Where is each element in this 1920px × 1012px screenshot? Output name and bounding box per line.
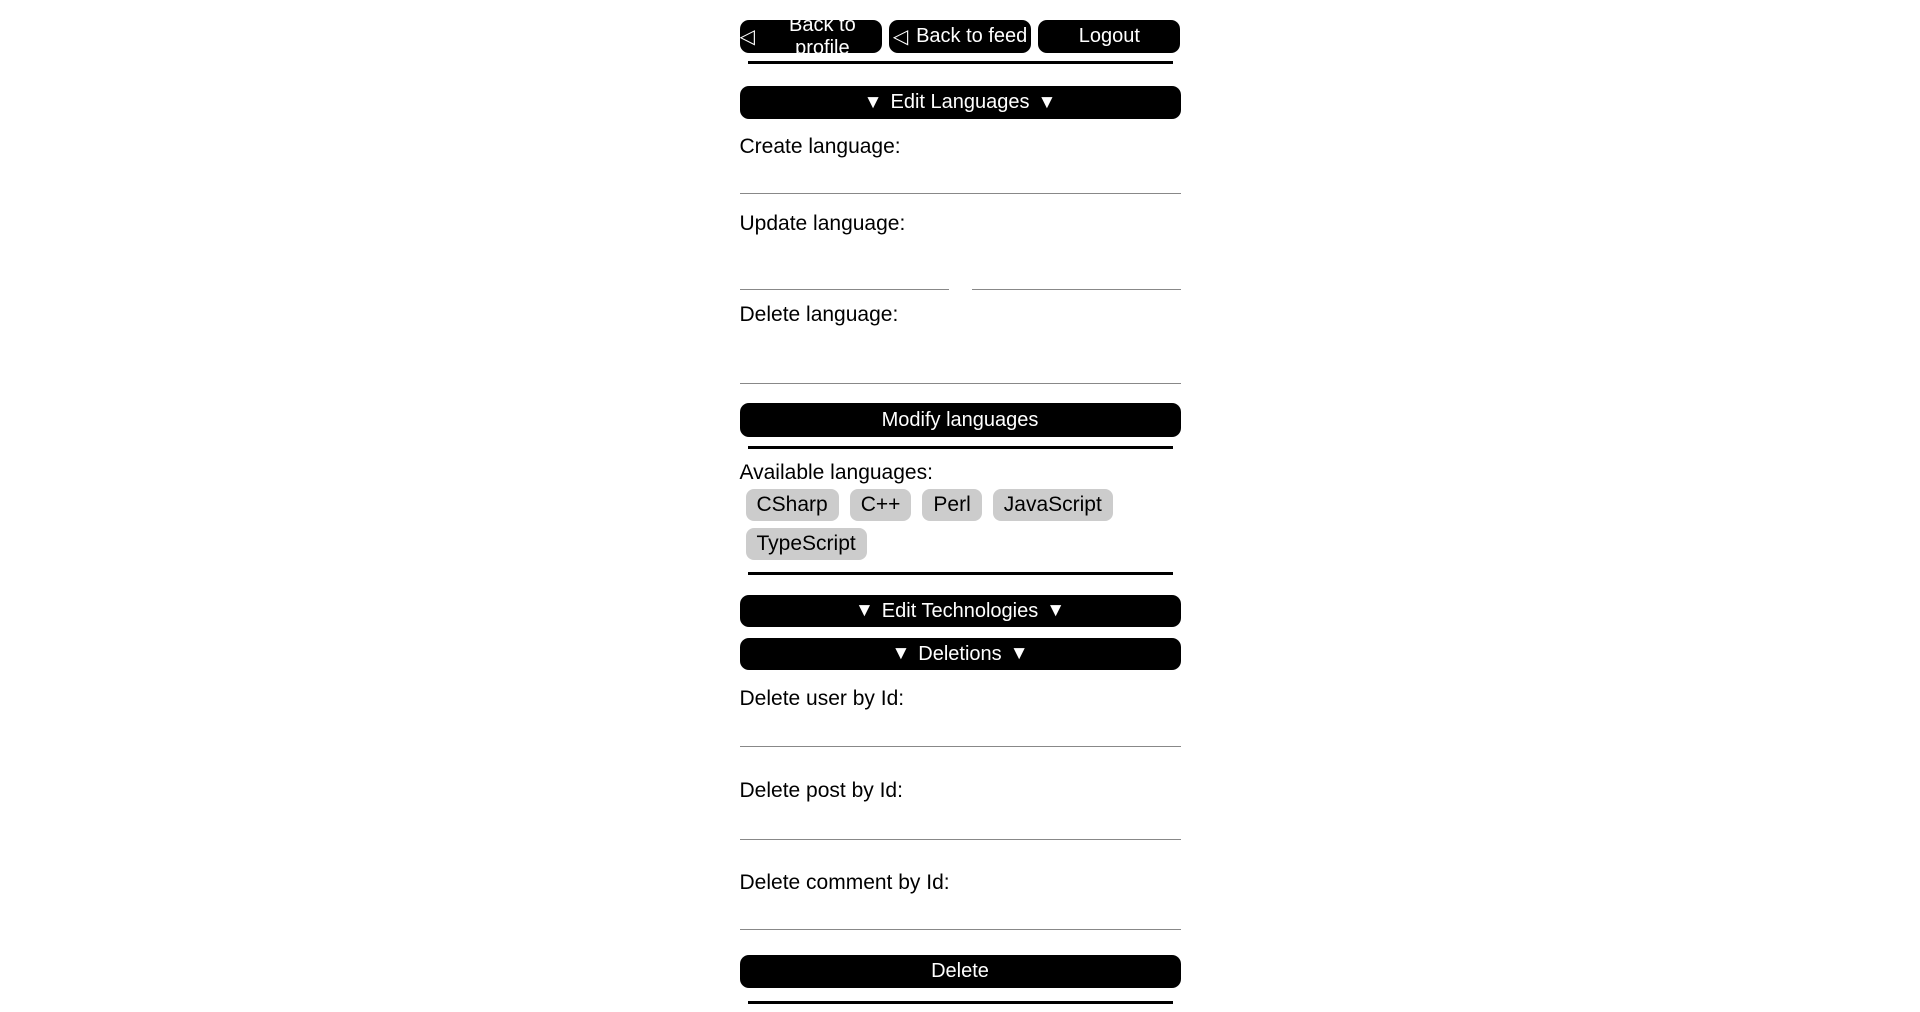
caret-down-icon: ▼ [1009, 643, 1029, 664]
available-languages-label: Available languages: [739, 461, 933, 484]
update-language-inputs [740, 235, 1181, 290]
caret-down-icon: ▼ [1037, 91, 1057, 113]
back-to-profile-label: Back to profile [789, 13, 856, 59]
delete-comment-input[interactable] [740, 894, 1181, 930]
delete-button-label: Delete [931, 960, 989, 982]
language-tag: JavaScript [993, 489, 1113, 521]
create-language-input[interactable] [740, 158, 1181, 194]
top-button-row [739, 13, 1181, 59]
logout-button[interactable] [1038, 20, 1180, 53]
section-separator [748, 572, 1173, 575]
language-tag: Perl [922, 489, 981, 521]
caret-down-icon: ▼ [854, 600, 874, 621]
back-icon: ◁ [892, 26, 909, 48]
section-separator [748, 61, 1173, 64]
update-language-old-input[interactable] [740, 235, 949, 290]
delete-button[interactable] [740, 955, 1181, 988]
update-language-label: Update language: [739, 212, 906, 235]
update-language-new-input[interactable] [972, 235, 1181, 290]
section-separator [748, 446, 1173, 449]
back-icon: ◁ [739, 26, 755, 48]
delete-user-input[interactable] [740, 710, 1181, 747]
deletions-label: Deletions [918, 642, 1002, 665]
delete-post-input[interactable] [740, 802, 1181, 840]
delete-language-label: Delete language: [739, 303, 899, 326]
delete-comment-label: Delete comment by Id: [739, 871, 950, 894]
edit-languages-toggle[interactable] [740, 86, 1181, 119]
modify-languages-label: Modify languages [881, 408, 1039, 431]
create-language-label: Create language: [739, 135, 901, 158]
language-tag: C++ [850, 489, 912, 521]
edit-languages-label: Edit Languages [890, 91, 1030, 113]
back-to-profile-button[interactable] [739, 13, 882, 59]
modify-languages-button[interactable] [740, 403, 1181, 437]
caret-down-icon: ▼ [891, 643, 911, 664]
section-separator [748, 1001, 1173, 1004]
deletions-toggle[interactable] [740, 638, 1181, 670]
edit-technologies-toggle[interactable] [740, 595, 1181, 627]
logout-label: Logout [1078, 25, 1140, 47]
delete-user-label: Delete user by Id: [739, 687, 905, 710]
language-tag: TypeScript [746, 528, 867, 560]
back-to-feed-label: Back to feed [916, 25, 1028, 47]
back-to-feed-button[interactable] [889, 20, 1031, 53]
language-tags [740, 489, 1181, 560]
edit-technologies-label: Edit Technologies [881, 599, 1039, 622]
main-column [740, 0, 1181, 1004]
caret-down-icon: ▼ [863, 91, 883, 113]
delete-post-label: Delete post by Id: [739, 779, 903, 802]
caret-down-icon: ▼ [1046, 600, 1066, 621]
language-tag: CSharp [746, 489, 839, 521]
delete-language-input[interactable] [740, 326, 1181, 384]
